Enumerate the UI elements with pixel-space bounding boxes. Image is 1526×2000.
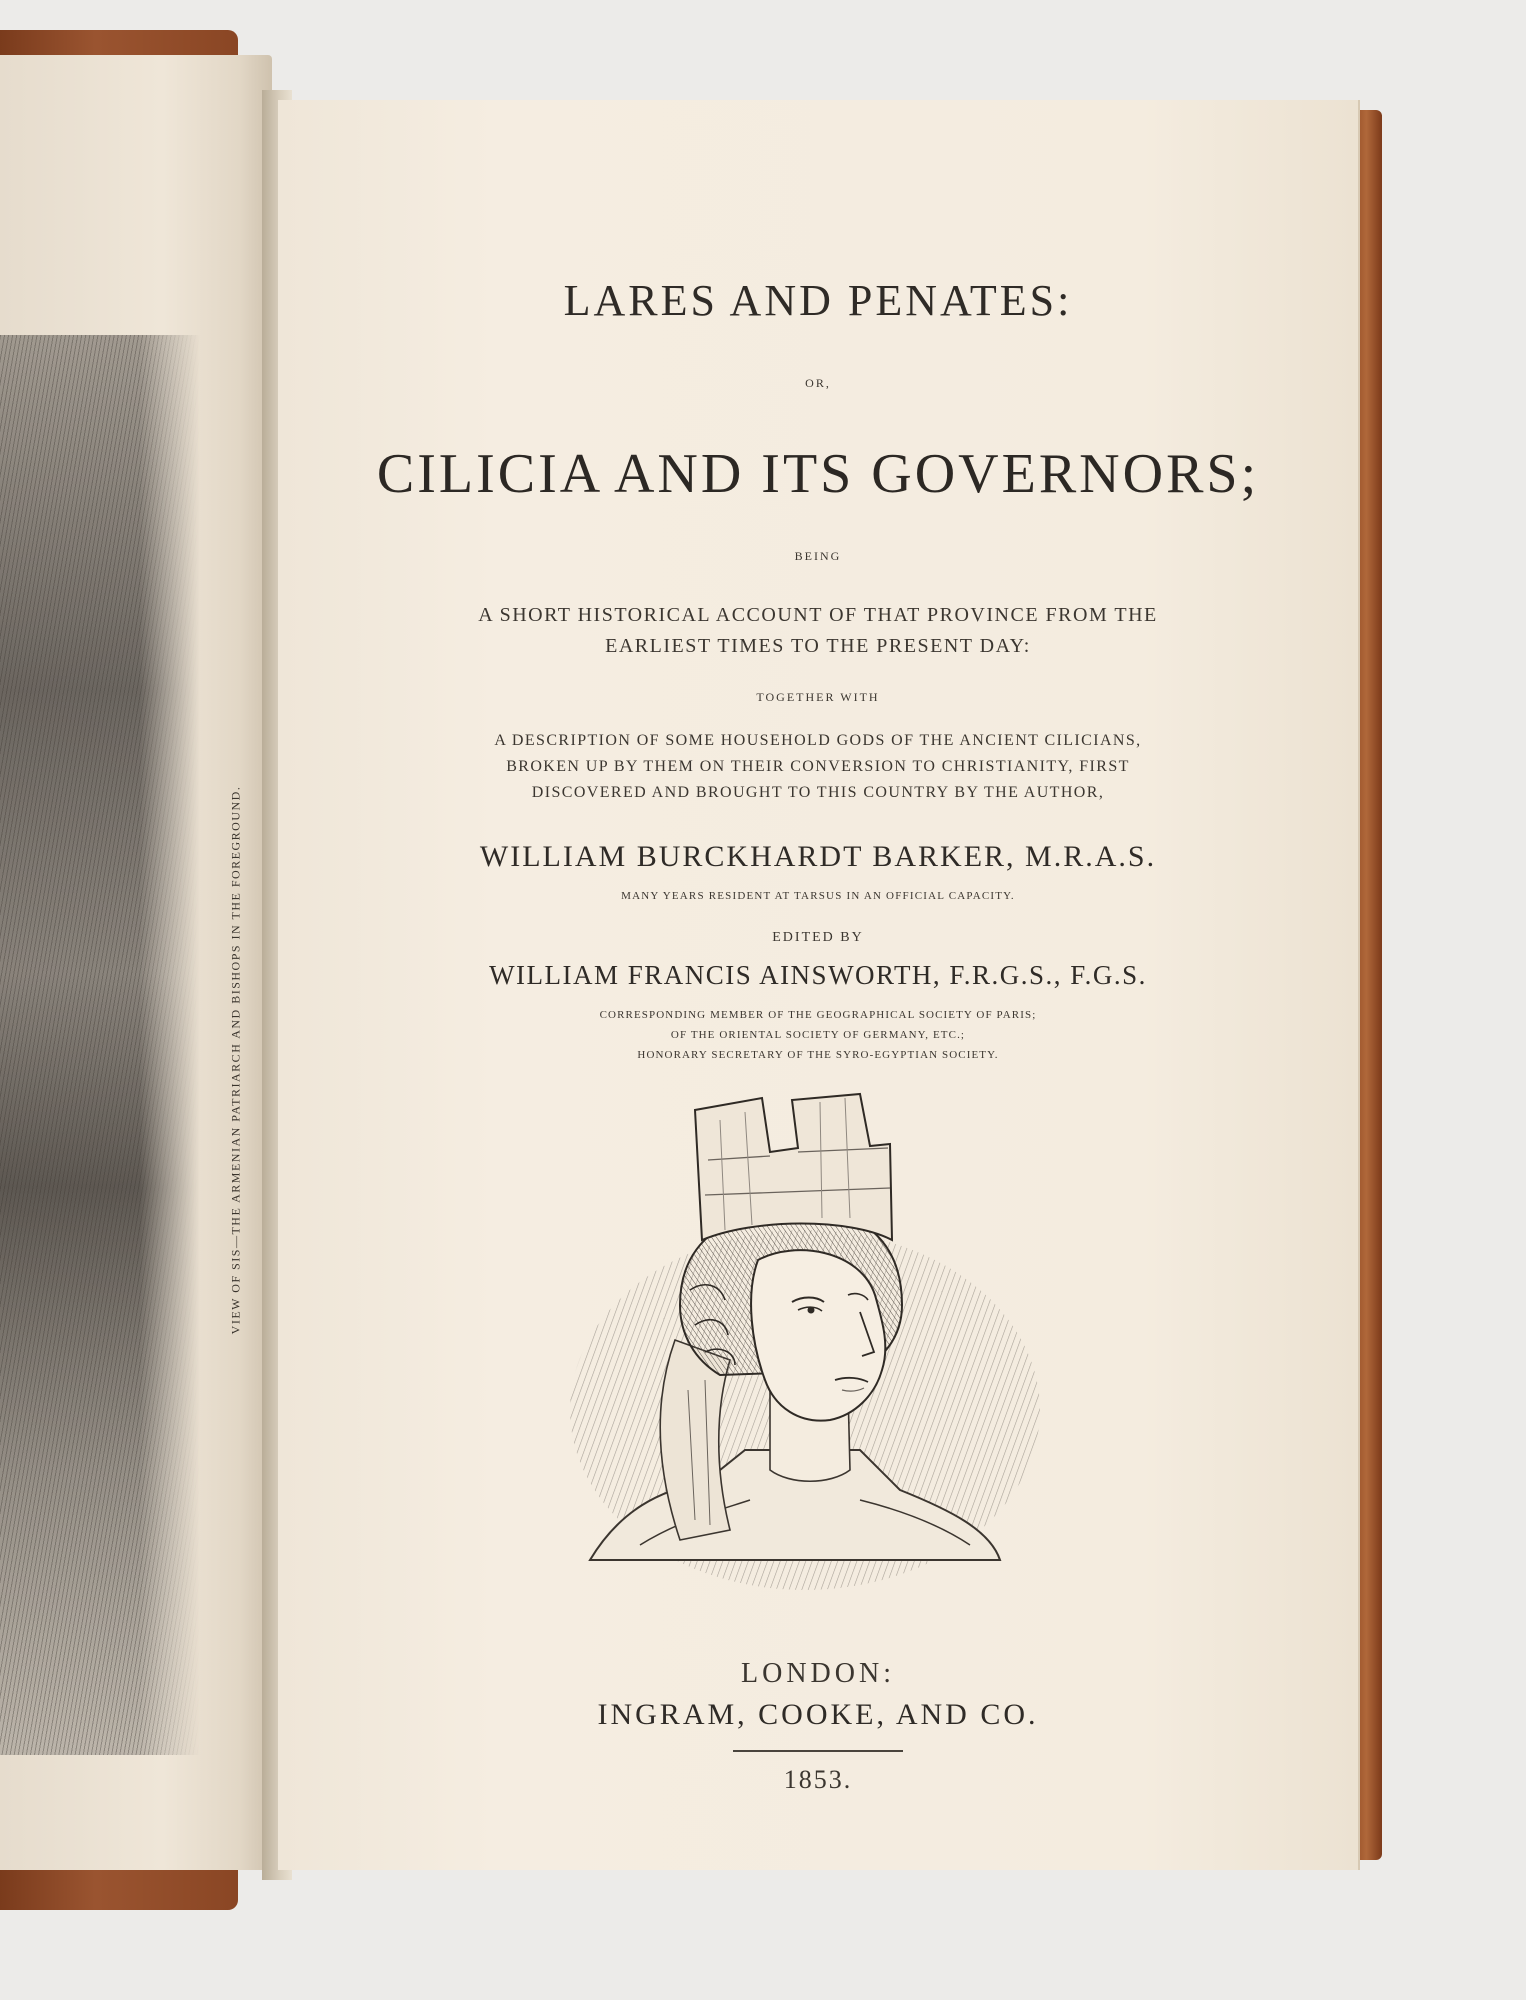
title-page bbox=[278, 100, 1358, 1870]
editor-name: WILLIAM FRANCIS AINSWORTH, F.R.G.S., F.G.S. bbox=[489, 960, 1147, 990]
goddess-bust-illustration bbox=[530, 1090, 1070, 1600]
publication-place: LONDON: bbox=[741, 1658, 895, 1689]
account-line: A SHORT HISTORICAL ACCOUNT OF THAT PROVINCE FROM THE bbox=[478, 604, 1158, 626]
or-connector: OR, bbox=[805, 376, 831, 390]
book-subtitle: CILICIA AND ITS GOVERNORS; bbox=[376, 443, 1260, 505]
account-line: EARLIEST TIMES TO THE PRESENT DAY: bbox=[605, 635, 1031, 657]
being-connector: BEING bbox=[794, 549, 842, 563]
engraving-illustration bbox=[0, 335, 200, 1755]
publication-year: 1853. bbox=[783, 1765, 853, 1794]
author-name: WILLIAM BURCKHARDT BARKER, M.R.A.S. bbox=[479, 840, 1157, 873]
description-line: A DESCRIPTION OF SOME HOUSEHOLD GODS OF THE ANCIENT CILICIANS, bbox=[494, 732, 1142, 749]
editor-note-line: CORRESPONDING MEMBER OF THE GEOGRAPHICAL SOCIETY OF PARIS; bbox=[599, 1009, 1037, 1021]
editor-notes bbox=[278, 1005, 1358, 1065]
book-title: LARES AND PENATES: bbox=[563, 276, 1073, 325]
engraving-caption: VIEW OF SIS—THE ARMENIAN PATRIARCH AND BISHOPS IN THE FOREGROUND. bbox=[228, 785, 243, 1335]
together-with-connector: TOGETHER WITH bbox=[756, 690, 880, 704]
editor-note-line: HONORARY SECRETARY OF THE SYRO-EGYPTIAN SOCIETY. bbox=[637, 1049, 999, 1061]
editor-note-line: OF THE ORIENTAL SOCIETY OF GERMANY, ETC.; bbox=[670, 1029, 966, 1041]
publisher-name: INGRAM, COOKE, AND CO. bbox=[597, 1698, 1039, 1731]
description-line: BROKEN UP BY THEM ON THEIR CONVERSION TO CHRISTIANITY, FIRST bbox=[506, 758, 1130, 775]
edited-by-label: EDITED BY bbox=[772, 930, 864, 945]
author-note: MANY YEARS RESIDENT AT TARSUS IN AN OFFICIAL CAPACITY. bbox=[621, 890, 1015, 902]
left-page bbox=[0, 55, 272, 1870]
description-text bbox=[278, 728, 1358, 806]
account-text bbox=[278, 600, 1358, 662]
divider-rule bbox=[733, 1750, 903, 1752]
description-line: DISCOVERED AND BROUGHT TO THIS COUNTRY BY THE AUTHOR, bbox=[531, 784, 1105, 801]
